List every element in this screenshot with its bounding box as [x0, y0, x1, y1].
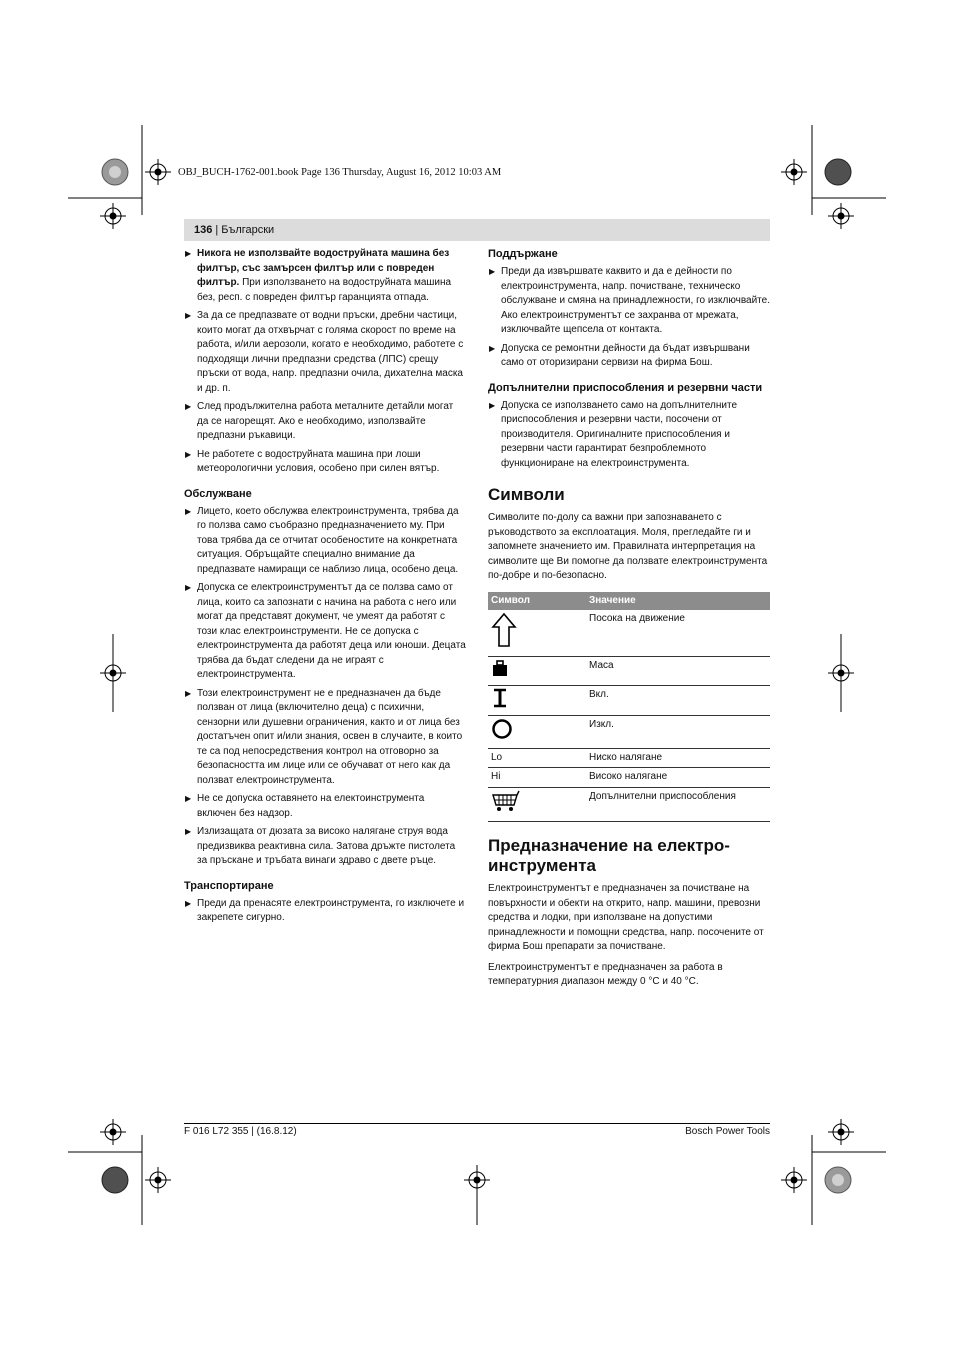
symbols-heading: Символи	[488, 485, 565, 504]
right-column	[488, 247, 770, 996]
item-text: Излизащата от дюзата за високо налягане струя вода предизвиква реактивна сила. Затова дръжте пистолета за пръскане и тръбата винаги здраво с двете ръце.	[197, 826, 456, 866]
section-heading-poddrazhane: Поддържане	[488, 248, 558, 260]
list-item	[184, 505, 466, 578]
symbol-cell	[488, 685, 586, 716]
meaning-cell: Посока на движение	[586, 610, 770, 657]
list-item	[488, 342, 770, 371]
header-language: Български	[221, 224, 275, 236]
bullet-arrow-icon: ▶	[185, 794, 192, 803]
footer-divider	[184, 1123, 770, 1124]
table-row	[488, 685, 770, 716]
bullet-arrow-icon: ▶	[185, 506, 192, 516]
bullet-arrow-icon: ▶	[185, 688, 192, 698]
bullet-arrow-icon: ▶	[185, 402, 192, 411]
item-text: Не се допуска оставянето на електоинструмента включен без надзор.	[197, 793, 425, 819]
meaning-cell: Допълнителни приспособления	[586, 787, 770, 822]
page-number: 136	[194, 224, 213, 236]
section-heading-accessories: Допълнителни приспособления и резервни части	[488, 381, 763, 394]
list-item	[184, 448, 466, 477]
item-text: Преди да пренасяте електроинструмента, го изключете и закрепете сигурно.	[197, 897, 465, 923]
item-text: Допуска се ремонтни дейности да бъдат извършвани само от оторизирани сервизи на фирма Бош.	[501, 342, 750, 368]
item-text: Този електроинструмент не е предназначен да бъде ползван от лица (включително деца) с психични, сензорни или душевни ограничения, както и от лица без достатъчен опит и/или знания, освен в случаите, в които те са под непосредствения контрол на отговорно за безопасността им лице или се обучават от него как да ползват електроинструмента.	[197, 687, 463, 786]
intended-use-heading	[488, 836, 770, 876]
page-header	[184, 219, 770, 241]
bullet-arrow-icon: ▶	[489, 400, 496, 410]
bullet-arrow-icon: ▶	[489, 267, 496, 276]
item-text: При използването на водоструйната машина без, респ. с повреден филтър гаранцията отпада.	[197, 277, 452, 303]
shopping-cart-icon	[491, 790, 521, 814]
symbol-cell	[488, 657, 586, 686]
meaning-cell: Високо налягане	[586, 768, 770, 788]
bullet-arrow-icon: ▶	[489, 343, 496, 353]
list-item	[184, 309, 466, 396]
intended-use-heading-line2: инструмента	[488, 856, 596, 875]
meaning-cell: Маса	[586, 657, 770, 686]
symbol-cell	[488, 610, 586, 657]
bullet-arrow-icon: ▶	[185, 827, 192, 836]
weight-icon	[491, 659, 509, 677]
list-item	[184, 687, 466, 789]
bullet-arrow-icon: ▶	[185, 249, 192, 258]
list-item	[184, 897, 466, 926]
list-item	[184, 400, 466, 444]
section-heading-obsluzhvane: Обслужване	[184, 487, 252, 500]
item-text: След продължителна работа металните детайли могат да се нагорещят. Ако е необходимо, използвайте предпазни ръкавици.	[197, 401, 454, 441]
symbol-cell: Hi	[488, 768, 586, 788]
arrow-up-outline-icon	[491, 612, 517, 648]
item-text: Не работете с водоструйната машина при лоши метеорологични условия, особено при силен вятър.	[197, 448, 440, 474]
table-row	[488, 610, 770, 657]
list-item	[184, 825, 466, 869]
table-row	[488, 657, 770, 686]
table-row	[488, 748, 770, 768]
intended-use-heading-line1: Предназначение на електро-	[488, 836, 730, 855]
section-heading-transport: Транспортиране	[184, 879, 274, 892]
list-item	[184, 247, 466, 305]
symbols-intro: Символите по-долу са важни при запознаването с ръководството за експлоатация. Моля, прегледайте ги и запомнете значението им. Правилната интерпретация на символите ще Ви помогне да ползвате електроинструмента по-добре и по-безопасно.	[488, 512, 768, 581]
intended-use-paragraph: Електроинструментът е предназначен за работа в температурния диапазон между 0 °C и 40 °C.	[488, 961, 723, 987]
left-column	[184, 247, 466, 930]
bullet-arrow-icon: ▶	[185, 898, 192, 908]
symbol-cell: Lo	[488, 748, 586, 768]
footer-doc-code: F 016 L72 355 | (16.8.12)	[184, 1126, 297, 1137]
table-header-row	[488, 592, 770, 611]
column-header-symbol: Символ	[488, 592, 586, 611]
list-item	[184, 792, 466, 821]
header-separator: |	[215, 224, 219, 236]
power-on-icon	[491, 688, 509, 708]
list-item	[488, 265, 770, 338]
list-item	[184, 581, 466, 683]
symbol-cell	[488, 787, 586, 822]
footer-brand: Bosch Power Tools	[685, 1126, 770, 1137]
item-bold-text: Никога не използвайте водоструйната машина без филтър, със замърсен филтър или с повреден филтър.	[197, 248, 450, 288]
intended-use-paragraph: Електроинструментът е предназначен за почистване на повърхности и обекти на открито, напр. машини, превозни средства и лодки, при използване на допустими принадлежности и помощни средства, напр. посочените от фирма Бош препарати за почистване.	[488, 883, 764, 952]
bullet-arrow-icon: ▶	[185, 311, 192, 320]
power-off-icon	[491, 718, 513, 740]
bullet-arrow-icon: ▶	[185, 583, 192, 592]
print-info: OBJ_BUCH-1762-001.book Page 136 Thursday, August 16, 2012 10:03 AM	[178, 167, 502, 178]
list-item	[488, 399, 770, 472]
meaning-cell: Вкл.	[586, 685, 770, 716]
symbol-cell	[488, 716, 586, 749]
meaning-cell: Ниско налягане	[586, 748, 770, 768]
item-text: Допуска се електроинструментът да се ползва само от лица, които са запознати с начина на работа с него или могат да представят документ, че умеят да работят с този клас електроинструменти. Не се допуска с електроинструмента да работят деца или юноши. Децата трябва да бъдат следени да не играят с електроинструмента.	[197, 582, 466, 680]
table-row	[488, 787, 770, 822]
meaning-cell: Изкл.	[586, 716, 770, 749]
item-text: Преди да извършвате каквито и да е дейности по електроинструмента, напр. почистване, техническо обслужване и смяна на принадлежности, го изключвайте. Ако електроинструментът се захранва от мрежата, изключвайте щепсела от контакта.	[501, 266, 770, 335]
table-row	[488, 768, 770, 788]
table-row	[488, 716, 770, 749]
column-header-meaning: Значение	[586, 592, 770, 611]
symbols-table	[488, 592, 770, 823]
item-text: Допуска се използването само на допълнителните приспособления и резервни части, посочени от производителя. Оригиналните приспособления и резервни части гарантират безпроблемното функциониране на електроинструмента.	[501, 399, 738, 469]
bullet-arrow-icon: ▶	[185, 449, 192, 459]
item-text: Лицето, което обслужва електроинструмента, трябва да го ползва само съобразно предназначението му. При това трябва да се отчитат особеностите на конкретната ситуация. Обръщайте специално внимание да предпазвате намиращи се наблизо лица, особено деца.	[197, 505, 459, 575]
item-text: За да се предпазвате от водни пръски, дребни частици, които могат да отхвърчат с голяма скорост по време на работа, и/или аерозоли, когато е необходимо, работете с подходящи лични предпазни средства (ЛПС) срещу пръски от вода, напр. предпазни очила, дихателна маска и др. п.	[197, 310, 464, 394]
